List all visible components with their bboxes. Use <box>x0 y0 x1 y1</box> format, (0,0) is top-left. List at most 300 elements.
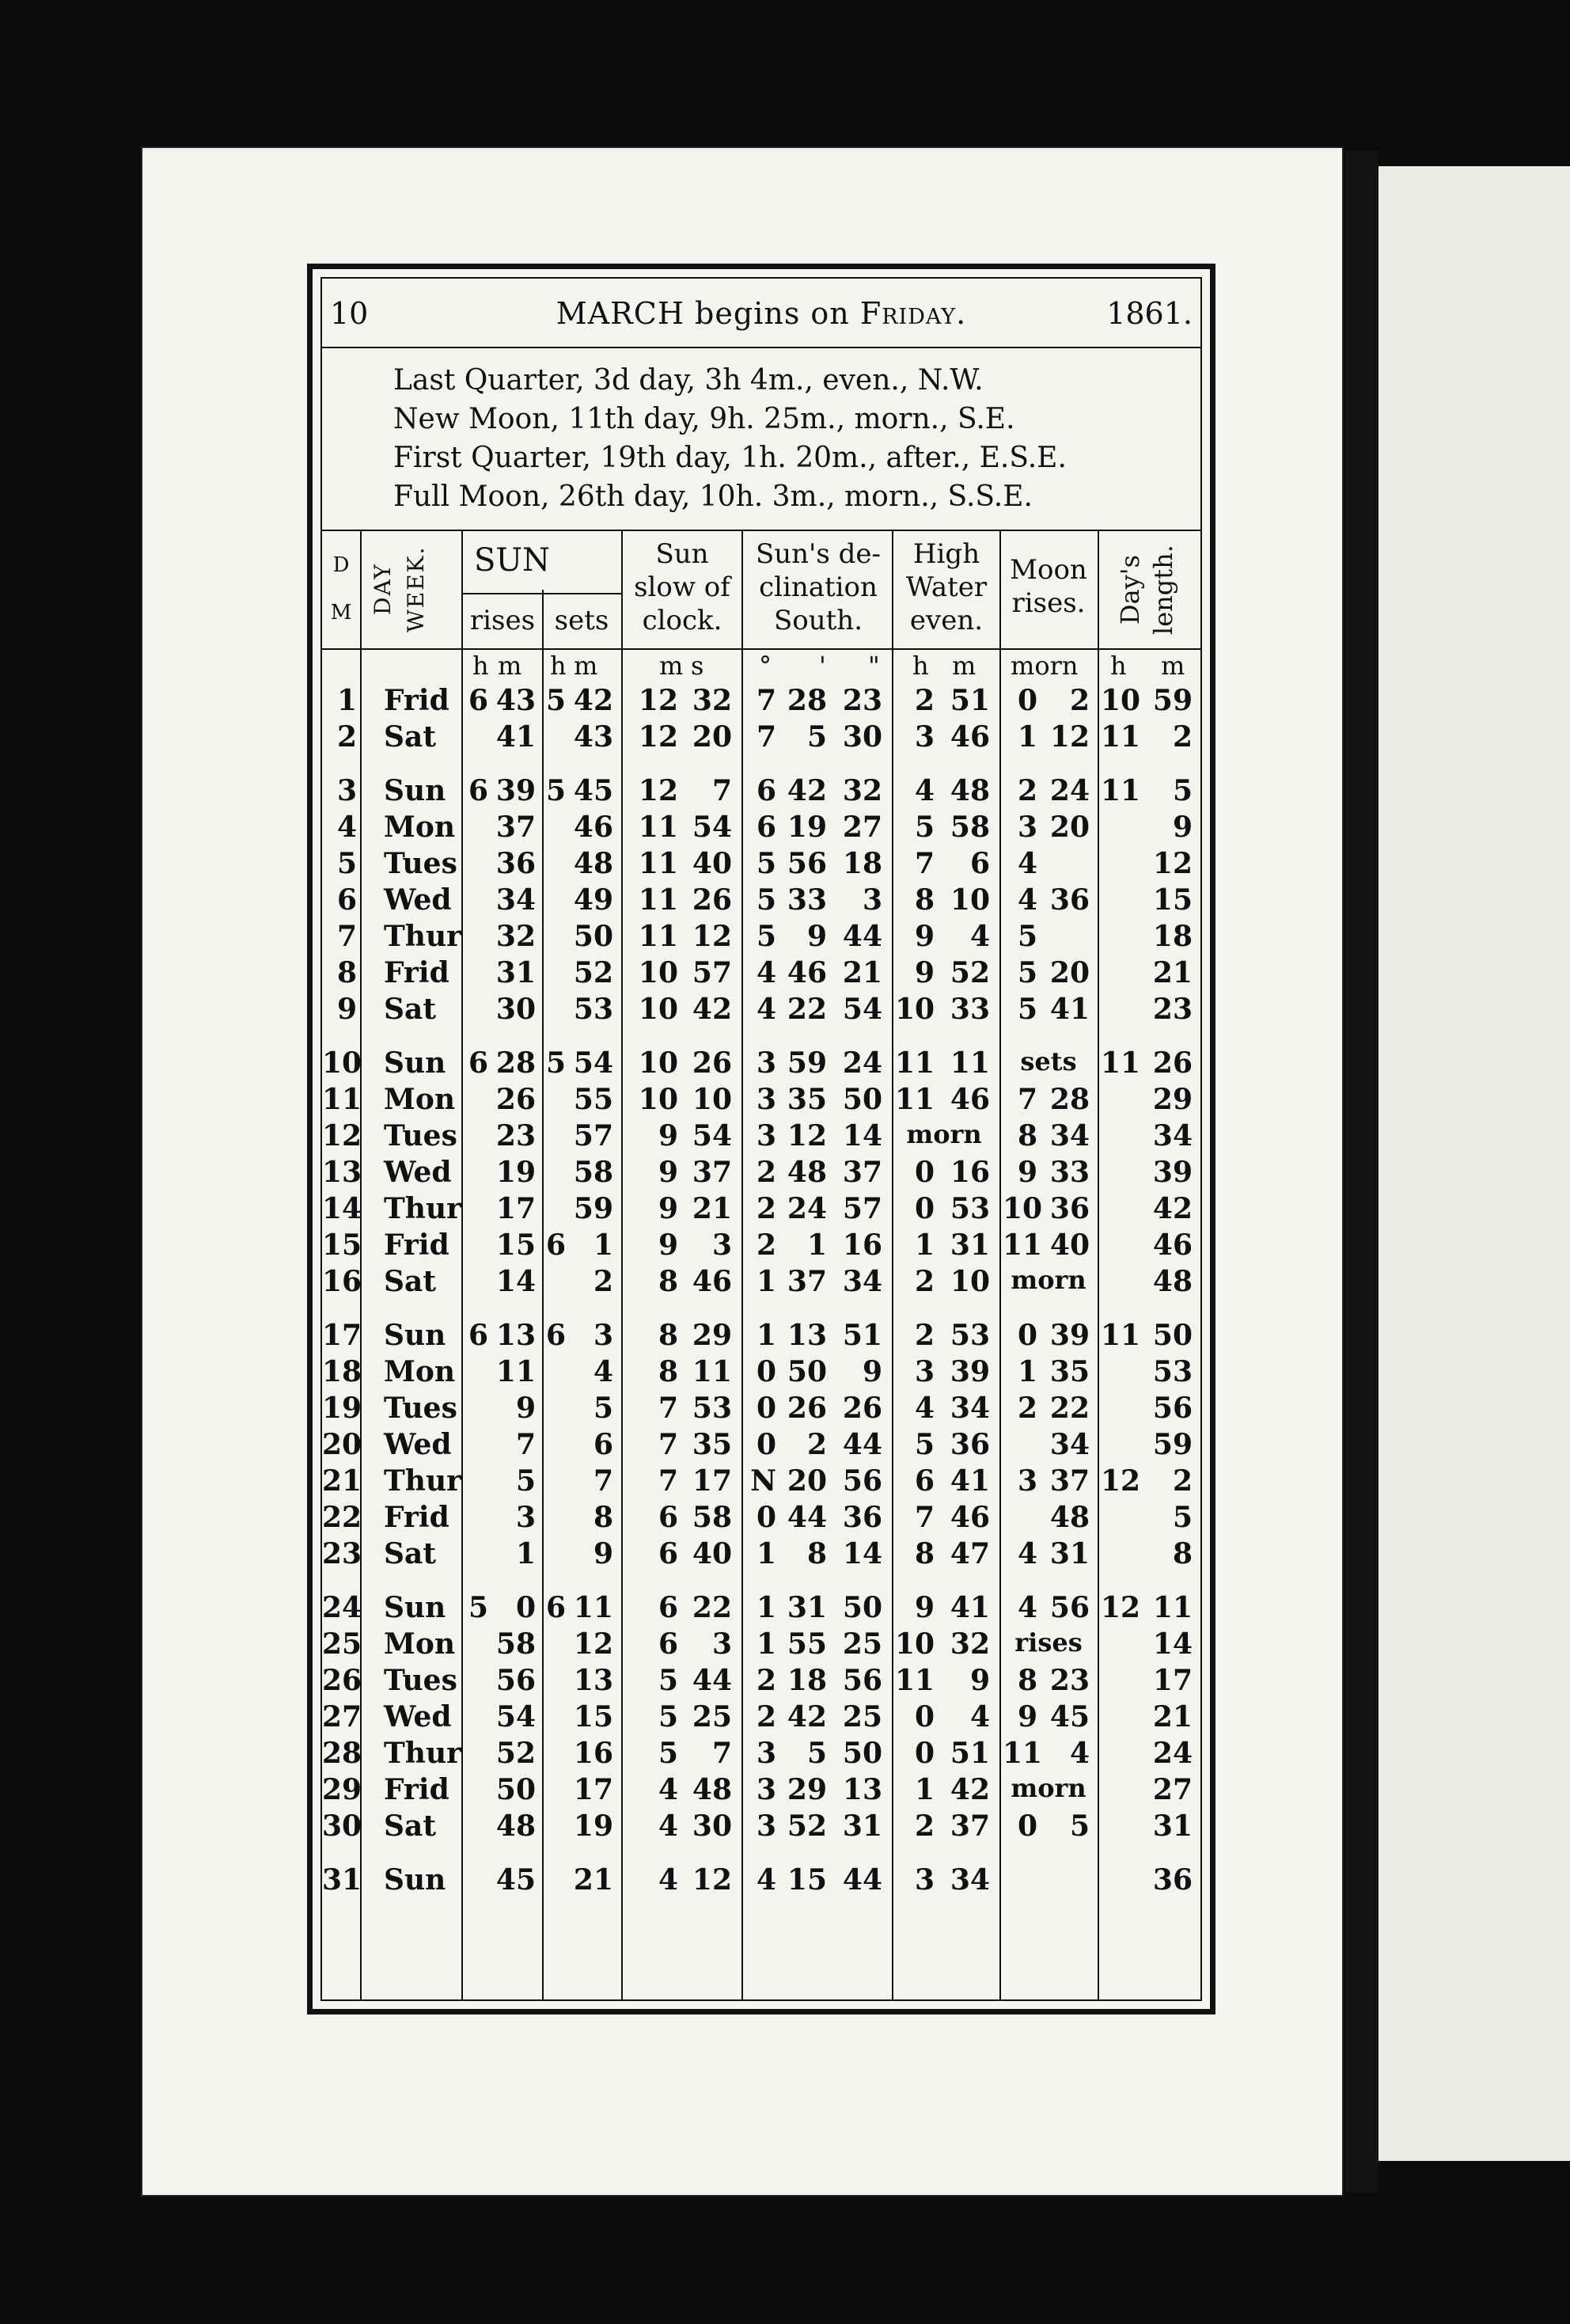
page-number: 10 <box>330 296 369 331</box>
cell-sun-set-m: 7 <box>593 1464 613 1498</box>
unit-water-m: m <box>952 651 977 681</box>
cell-water-h: 8 <box>914 1537 935 1570</box>
cell-decl-min: 48 <box>787 1156 827 1189</box>
cell-sun-rise-m: 5 <box>515 1464 536 1498</box>
cell-moon-h: 5 <box>1017 956 1037 989</box>
cell-wk: Frid <box>384 956 449 989</box>
cell-water-h: 11 <box>895 1083 935 1116</box>
cell-day: 21 <box>322 1464 362 1498</box>
cell-clock-s: 44 <box>692 1664 732 1697</box>
cell-sun-rise-h: 6 <box>468 684 488 717</box>
cell-sun-set-m: 57 <box>573 1119 613 1153</box>
table-row <box>322 684 1200 720</box>
cell-water-h: 5 <box>914 1428 935 1461</box>
cell-water-h: 10 <box>895 1627 935 1661</box>
cell-day: 14 <box>322 1192 362 1225</box>
cell-wk: Tues <box>384 847 457 880</box>
cell-clock-s: 54 <box>692 811 732 844</box>
cell-water-m: 46 <box>950 1083 990 1116</box>
cell-clock-m: 7 <box>658 1464 678 1498</box>
cell-sun-set-m: 9 <box>593 1537 613 1570</box>
unit-rise-h: h <box>472 651 489 681</box>
table-row <box>322 1501 1200 1537</box>
cell-length-m: 2 <box>1172 1464 1193 1498</box>
unit-water-h: h <box>912 651 929 681</box>
table-row <box>322 1265 1200 1301</box>
cell-day: 17 <box>322 1319 362 1352</box>
cell-moon-m: 22 <box>1049 1392 1090 1425</box>
unit-rise-m: m <box>498 651 522 681</box>
cell-moon-h: 4 <box>1017 847 1037 880</box>
cell-decl-sec: 54 <box>842 993 882 1026</box>
cell-sun-rise-h: 6 <box>468 774 488 807</box>
cell-water-h: 9 <box>914 920 935 953</box>
cell-length-m: 5 <box>1172 774 1193 807</box>
cell-moon-m: 12 <box>1049 720 1090 754</box>
cell-water-m: 36 <box>950 1428 990 1461</box>
cell-water-m: 41 <box>950 1591 990 1624</box>
unit-length-m: m <box>1161 651 1185 681</box>
cell-decl-min: 12 <box>787 1119 827 1153</box>
cell-length-m: 59 <box>1152 1428 1193 1461</box>
cell-moon-m: 20 <box>1049 811 1090 844</box>
cell-decl-min: 28 <box>787 684 827 717</box>
cell-clock-m: 8 <box>658 1265 678 1298</box>
cell-decl-sec: 37 <box>842 1156 882 1189</box>
cell-day: 22 <box>322 1501 362 1534</box>
cell-length-h: 11 <box>1101 1319 1141 1352</box>
cell-decl-deg: 5 <box>756 847 776 880</box>
cell-clock-s: 46 <box>692 1265 732 1298</box>
cell-decl-min: 19 <box>787 811 827 844</box>
cell-day: 18 <box>322 1355 362 1388</box>
cell-sun-set-m: 1 <box>593 1228 613 1262</box>
cell-day: 9 <box>336 993 357 1026</box>
cell-moon-h: 4 <box>1017 1537 1037 1570</box>
table-row <box>322 1392 1200 1428</box>
cell-decl-sec: 26 <box>842 1392 882 1425</box>
cell-sun-rise-h: 5 <box>468 1591 488 1624</box>
cell-clock-s: 20 <box>692 720 732 754</box>
cell-water-m: 51 <box>950 1737 990 1770</box>
cell-moon-h: 4 <box>1017 1591 1037 1624</box>
cell-day: 12 <box>322 1119 362 1153</box>
cell-decl-deg: 0 <box>756 1501 776 1534</box>
cell-sun-rise-m: 34 <box>495 883 536 917</box>
cell-clock-s: 22 <box>692 1591 732 1624</box>
cell-length-m: 21 <box>1152 956 1193 989</box>
cell-decl-sec: 23 <box>842 684 882 717</box>
cell-decl-sec: 25 <box>842 1627 882 1661</box>
unit-arcmin: ' <box>819 651 826 681</box>
cell-wk: Frid <box>384 1228 449 1262</box>
cell-moon-h: 11 <box>1003 1737 1043 1770</box>
cell-length-m: 26 <box>1152 1046 1193 1080</box>
cell-wk: Sun <box>384 1591 446 1624</box>
cell-water-m: 32 <box>950 1627 990 1661</box>
cell-sun-rise-m: 56 <box>495 1664 536 1697</box>
page-header <box>322 279 1200 348</box>
cell-water-h: 4 <box>914 1392 935 1425</box>
cell-sun-rise-m: 32 <box>495 920 536 953</box>
cell-water-h: 3 <box>914 1355 935 1388</box>
cell-moon-h: 7 <box>1017 1083 1037 1116</box>
table-row <box>322 1809 1200 1846</box>
cell-day: 11 <box>322 1083 362 1116</box>
cell-sun-rise-m: 19 <box>495 1156 536 1189</box>
almanac-table <box>320 277 1202 2001</box>
cell-decl-min: 9 <box>806 920 827 953</box>
cell-decl-min: 46 <box>787 956 827 989</box>
cell-day: 29 <box>322 1773 362 1806</box>
cell-decl-deg: 0 <box>756 1392 776 1425</box>
cell-moon-m: 36 <box>1049 883 1090 917</box>
cell-water-h: morn <box>906 1119 982 1149</box>
cell-decl-deg: 7 <box>756 720 776 754</box>
cell-water-h: 7 <box>914 1501 935 1534</box>
cell-length-m: 15 <box>1152 883 1193 917</box>
cell-clock-s: 26 <box>692 883 732 917</box>
cell-clock-m: 7 <box>658 1392 678 1425</box>
cell-wk: Mon <box>384 1627 456 1661</box>
cell-sun-rise-m: 26 <box>495 1083 536 1116</box>
cell-sun-rise-m: 28 <box>495 1046 536 1080</box>
cell-decl-sec: 24 <box>842 1046 882 1080</box>
cell-clock-m: 4 <box>658 1773 678 1806</box>
table-row <box>322 1464 1200 1501</box>
cell-moon-h: 11 <box>1003 1228 1043 1262</box>
cell-water-h: 4 <box>914 774 935 807</box>
cell-sun-rise-h: 6 <box>468 1046 488 1080</box>
cell-length-m: 31 <box>1152 1809 1193 1843</box>
cell-water-h: 0 <box>914 1156 935 1189</box>
table-row <box>322 1228 1200 1265</box>
cell-decl-min: 5 <box>806 720 827 754</box>
cell-water-m: 53 <box>950 1192 990 1225</box>
cell-length-m: 21 <box>1152 1700 1193 1734</box>
cell-length-m: 11 <box>1152 1591 1193 1624</box>
cell-moon-h: 0 <box>1017 684 1037 717</box>
cell-decl-min: 20 <box>787 1464 827 1498</box>
table-row <box>322 1046 1200 1083</box>
cell-moon-m: 45 <box>1049 1700 1090 1734</box>
cell-decl-deg: 3 <box>756 1046 776 1080</box>
cell-decl-sec: 44 <box>842 1863 882 1897</box>
cell-wk: Sun <box>384 1319 446 1352</box>
cell-water-h: 0 <box>914 1737 935 1770</box>
cell-decl-min: 56 <box>787 847 827 880</box>
col-moon-2: rises. <box>1011 587 1086 619</box>
cell-length-m: 50 <box>1152 1319 1193 1352</box>
cell-sun-rise-m: 13 <box>495 1319 536 1352</box>
cell-wk: Wed <box>384 883 452 917</box>
cell-wk: Thur <box>384 920 462 953</box>
cell-day: 20 <box>322 1428 362 1461</box>
col-dm-m: M <box>330 601 352 625</box>
cell-sun-rise-h: 6 <box>468 1319 488 1352</box>
cell-water-m: 11 <box>950 1046 990 1080</box>
cell-wk: Sun <box>384 1863 446 1897</box>
cell-wk: Wed <box>384 1700 452 1734</box>
table-row <box>322 811 1200 847</box>
cell-length-m: 42 <box>1152 1192 1193 1225</box>
cell-clock-s: 48 <box>692 1773 732 1806</box>
cell-decl-min: 26 <box>787 1392 827 1425</box>
cell-moon-h: 8 <box>1017 1119 1037 1153</box>
cell-decl-deg: 1 <box>756 1591 776 1624</box>
cell-decl-deg: 0 <box>756 1355 776 1388</box>
cell-wk: Sat <box>384 1537 436 1570</box>
table-row <box>322 1355 1200 1392</box>
cell-decl-deg: 6 <box>756 774 776 807</box>
cell-length-m: 48 <box>1152 1265 1193 1298</box>
cell-water-h: 0 <box>914 1700 935 1734</box>
cell-length-h: 12 <box>1101 1591 1141 1624</box>
cell-day: 13 <box>322 1156 362 1189</box>
cell-sun-set-m: 19 <box>573 1809 613 1843</box>
cell-day: 8 <box>336 956 357 989</box>
cell-sun-set-m: 55 <box>573 1083 613 1116</box>
cell-water-m: 58 <box>950 811 990 844</box>
cell-decl-deg: 2 <box>756 1192 776 1225</box>
table-row <box>322 1119 1200 1156</box>
cell-moon-h: 8 <box>1017 1664 1037 1697</box>
cell-moon-h: 9 <box>1017 1156 1037 1189</box>
cell-water-m: 39 <box>950 1355 990 1388</box>
cell-clock-s: 42 <box>692 993 732 1026</box>
cell-decl-min: 52 <box>787 1809 827 1843</box>
table-row <box>322 774 1200 811</box>
cell-moon-m: 39 <box>1049 1319 1090 1352</box>
cell-sun-rise-m: 58 <box>495 1627 536 1661</box>
cell-clock-m: 11 <box>638 811 678 844</box>
col-rises: rises <box>469 605 536 636</box>
cell-water-m: 4 <box>969 920 990 953</box>
cell-moon-m: 20 <box>1049 956 1090 989</box>
col-length: Day's length. <box>1115 545 1178 635</box>
cell-decl-min: 24 <box>787 1192 827 1225</box>
col-slow-1: Sun <box>655 538 709 570</box>
cell-wk: Sun <box>384 1046 446 1080</box>
cell-clock-s: 58 <box>692 1501 732 1534</box>
cell-clock-m: 5 <box>658 1700 678 1734</box>
cell-clock-m: 5 <box>658 1664 678 1697</box>
cell-clock-s: 3 <box>711 1228 732 1262</box>
cell-sun-set-m: 53 <box>573 993 613 1026</box>
cell-clock-s: 40 <box>692 847 732 880</box>
cell-decl-deg: 2 <box>756 1156 776 1189</box>
cell-sun-rise-m: 45 <box>495 1863 536 1897</box>
phase-new-moon: New Moon, 11th day, 9h. 25m., morn., S.E. <box>393 403 1015 435</box>
unit-arcsec: " <box>868 651 880 681</box>
col-hw-2: Water <box>905 572 988 603</box>
cell-decl-sec: 31 <box>842 1809 882 1843</box>
cell-decl-deg: 2 <box>756 1700 776 1734</box>
cell-decl-sec: 9 <box>862 1355 882 1388</box>
cell-sun-set-m: 16 <box>573 1737 613 1770</box>
cell-moon-h: 4 <box>1017 883 1037 917</box>
phase-full-moon: Full Moon, 26th day, 10h. 3m., morn., S.S.E. <box>393 480 1033 513</box>
cell-decl-sec: 14 <box>842 1537 882 1570</box>
cell-sun-rise-m: 14 <box>495 1265 536 1298</box>
cell-day: 7 <box>336 920 357 953</box>
cell-moon-h: 3 <box>1017 1464 1037 1498</box>
cell-sun-set-m: 42 <box>573 684 613 717</box>
cell-decl-sec: 13 <box>842 1773 882 1806</box>
cell-decl-min: 5 <box>806 1737 827 1770</box>
cell-clock-m: 6 <box>658 1627 678 1661</box>
cell-decl-sec: 51 <box>842 1319 882 1352</box>
cell-decl-deg: 3 <box>756 1119 776 1153</box>
cell-water-h: 8 <box>914 883 935 917</box>
cell-clock-m: 6 <box>658 1537 678 1570</box>
cell-decl-min: 42 <box>787 1700 827 1734</box>
cell-decl-deg: 3 <box>756 1083 776 1116</box>
cell-water-h: 3 <box>914 720 935 754</box>
cell-sun-set-h: 6 <box>545 1228 566 1262</box>
cell-clock-m: 8 <box>658 1319 678 1352</box>
cell-clock-s: 11 <box>692 1355 732 1388</box>
cell-moon-m: 28 <box>1049 1083 1090 1116</box>
cell-decl-min: 55 <box>787 1627 827 1661</box>
cell-day: 26 <box>322 1664 362 1697</box>
cell-water-m: 6 <box>969 847 990 880</box>
phase-last-quarter: Last Quarter, 3d day, 3h 4m., even., N.W. <box>393 364 984 397</box>
cell-decl-min: 22 <box>787 993 827 1026</box>
cell-clock-s: 35 <box>692 1428 732 1461</box>
cell-decl-deg: 4 <box>756 956 776 989</box>
cell-clock-m: 10 <box>638 993 678 1026</box>
cell-water-m: 34 <box>950 1392 990 1425</box>
cell-decl-sec: 30 <box>842 720 882 754</box>
cell-wk: Thur <box>384 1192 462 1225</box>
cell-moon-m: 41 <box>1049 993 1090 1026</box>
cell-decl-min: 1 <box>806 1228 827 1262</box>
cell-moon-h: 9 <box>1017 1700 1037 1734</box>
cell-day: 5 <box>336 847 357 880</box>
cell-decl-deg: N <box>750 1464 776 1498</box>
cell-moon-h: morn <box>1011 1265 1086 1295</box>
cell-water-h: 9 <box>914 956 935 989</box>
cell-clock-s: 26 <box>692 1046 732 1080</box>
cell-wk: Sat <box>384 720 436 754</box>
cell-sun-rise-m: 7 <box>515 1428 536 1461</box>
cell-length-m: 34 <box>1152 1119 1193 1153</box>
cell-clock-s: 17 <box>692 1464 732 1498</box>
cell-wk: Wed <box>384 1428 452 1461</box>
cell-day: 10 <box>322 1046 362 1080</box>
month-title: MARCH begins on Friday. <box>556 296 967 331</box>
cell-sun-set-m: 13 <box>573 1664 613 1697</box>
cell-moon-h: rises <box>1014 1627 1083 1658</box>
table-row <box>322 920 1200 956</box>
table-row <box>322 1192 1200 1228</box>
cell-clock-m: 12 <box>638 684 678 717</box>
cell-decl-deg: 2 <box>756 1664 776 1697</box>
cell-clock-m: 9 <box>658 1119 678 1153</box>
cell-wk: Sat <box>384 1265 436 1298</box>
cell-decl-sec: 14 <box>842 1119 882 1153</box>
cell-sun-rise-m: 36 <box>495 847 536 880</box>
cell-clock-m: 10 <box>638 956 678 989</box>
unit-clock-m: m <box>659 651 684 681</box>
cell-length-m: 2 <box>1172 720 1193 754</box>
cell-decl-sec: 56 <box>842 1464 882 1498</box>
cell-moon-h: 2 <box>1017 774 1037 807</box>
year: 1861. <box>1106 296 1193 331</box>
cell-sun-set-m: 5 <box>593 1392 613 1425</box>
col-decl-1: Sun's de- <box>755 538 882 570</box>
cell-water-m: 41 <box>950 1464 990 1498</box>
cell-day: 28 <box>322 1737 362 1770</box>
cell-moon-m: 40 <box>1049 1228 1090 1262</box>
cell-moon-m: 48 <box>1049 1501 1090 1534</box>
cell-sun-set-m: 59 <box>573 1192 613 1225</box>
facing-page <box>1378 166 1570 2161</box>
cell-wk: Thur <box>384 1737 462 1770</box>
cell-day: 30 <box>322 1809 362 1843</box>
cell-decl-deg: 2 <box>756 1228 776 1262</box>
cell-sun-rise-m: 11 <box>495 1355 536 1388</box>
cell-clock-m: 12 <box>638 720 678 754</box>
cell-water-h: 2 <box>914 1319 935 1352</box>
cell-moon-h: 5 <box>1017 993 1037 1026</box>
cell-sun-rise-m: 31 <box>495 956 536 989</box>
cell-decl-sec: 44 <box>842 920 882 953</box>
cell-water-h: 2 <box>914 684 935 717</box>
cell-length-h: 12 <box>1101 1464 1141 1498</box>
cell-sun-set-m: 6 <box>593 1428 613 1461</box>
cell-decl-deg: 4 <box>756 993 776 1026</box>
cell-moon-m: 34 <box>1049 1428 1090 1461</box>
cell-sun-rise-m: 0 <box>515 1591 536 1624</box>
cell-day: 2 <box>336 720 357 754</box>
cell-clock-m: 4 <box>658 1809 678 1843</box>
cell-clock-m: 9 <box>658 1156 678 1189</box>
cell-day: 3 <box>336 774 357 807</box>
cell-water-m: 10 <box>950 883 990 917</box>
cell-clock-m: 4 <box>658 1863 678 1897</box>
cell-clock-s: 40 <box>692 1537 732 1570</box>
cell-day: 25 <box>322 1627 362 1661</box>
cell-clock-s: 54 <box>692 1119 732 1153</box>
cell-clock-m: 10 <box>638 1046 678 1080</box>
cell-clock-m: 11 <box>638 847 678 880</box>
cell-water-h: 1 <box>914 1228 935 1262</box>
cell-moon-m: 24 <box>1049 774 1090 807</box>
cell-decl-min: 33 <box>787 883 827 917</box>
cell-water-h: 9 <box>914 1591 935 1624</box>
cell-clock-m: 9 <box>658 1228 678 1262</box>
cell-length-m: 53 <box>1152 1355 1193 1388</box>
cell-decl-deg: 1 <box>756 1265 776 1298</box>
cell-sun-rise-m: 3 <box>515 1501 536 1534</box>
moon-phases <box>393 361 1067 516</box>
cell-length-m: 14 <box>1152 1627 1193 1661</box>
cell-sun-set-m: 3 <box>593 1319 613 1352</box>
cell-water-h: 6 <box>914 1464 935 1498</box>
cell-decl-min: 59 <box>787 1046 827 1080</box>
table-row <box>322 847 1200 883</box>
cell-moon-h: 10 <box>1003 1192 1043 1225</box>
cell-day: 24 <box>322 1591 362 1624</box>
cell-decl-min: 44 <box>787 1501 827 1534</box>
cell-clock-s: 37 <box>692 1156 732 1189</box>
cell-day: 19 <box>322 1392 362 1425</box>
cell-decl-deg: 1 <box>756 1537 776 1570</box>
cell-decl-sec: 18 <box>842 847 882 880</box>
cell-water-h: 11 <box>895 1664 935 1697</box>
